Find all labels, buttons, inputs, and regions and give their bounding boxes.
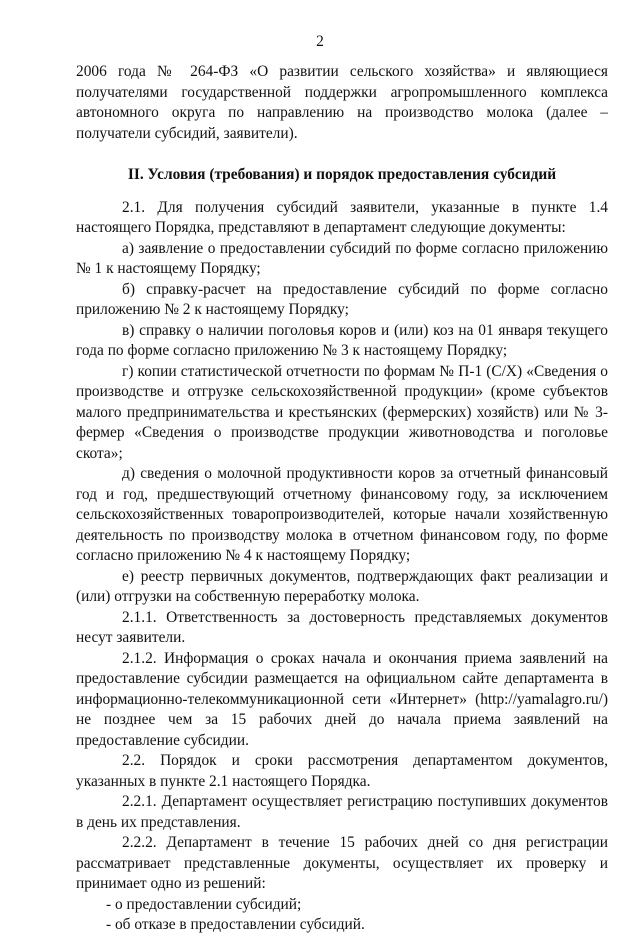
paragraph-2-2-1: 2.2.1. Департамент осуществляет регистрацию поступивших документов в день их представления.	[76, 793, 608, 831]
document-body	[76, 62, 608, 936]
item-g: г) копии статистической отчетности по формам № П-1 (С/Х) «Сведения о производстве и отгрузке сельскохозяйственной продукции» (кроме субъектов малого предпринимательства и крестьянских (фермерских) хозяйств) или № 3-фермер «Сведения о производстве продукции животноводства и поголовье скота»;	[76, 362, 608, 462]
item-e: е) реестр первичных документов, подтверждающих факт реализации и (или) отгрузки на собственную переработку молока.	[76, 567, 608, 605]
decision-refuse: - об отказе в предоставлении субсидий.	[106, 916, 365, 933]
item-b: б) справку-расчет на предоставление субсидий по форме согласно приложению № 2 к настоящему Порядку;	[76, 280, 608, 318]
decision-grant: - о предоставлении субсидий;	[106, 895, 302, 913]
paragraph-2-2-2: 2.2.2. Департамент в течение 15 рабочих дней со дня регистрации рассматривает представленные документы, осуществляет их проверку и принимает одно из решений:	[76, 834, 608, 892]
item-v: в) справку о наличии поголовья коров и (или) коз на 01 января текущего года по форме согласно приложению № 3 к настоящему Порядку;	[76, 321, 608, 359]
paragraph-2-1: 2.1. Для получения субсидий заявители, указанные в пункте 1.4 настоящего Порядка, представляют в департамент следующие документы:	[76, 198, 608, 236]
item-a: а) заявление о предоставлении субсидий по форме согласно приложению № 1 к настоящему Порядку;	[76, 239, 608, 277]
page-number: 2	[316, 33, 324, 50]
section-title: II. Условия (требования) и порядок предоставления субсидий	[127, 166, 557, 183]
intro-paragraph: 2006 года № 264-ФЗ «О развитии сельского хозяйства» и являющиеся получателями государственной поддержки агропромышленного комплекса автономного округа по направлению на производство молока (далее – получатели субсидий, заявители).	[76, 63, 608, 142]
paragraph-2-2: 2.2. Порядок и сроки рассмотрения департаментом документов, указанных в пункте 2.1 настоящего Порядка.	[76, 752, 608, 790]
item-d: д) сведения о молочной продуктивности коров за отчетный финансовый год и год, предшествующий отчетному финансовому году, за исключением сельскохозяйственных товаропроизводителей, которые начали хозяйственную деятельность по производству молока в отчетном финансовом году, по форме согласно приложению № 4 к настоящему Порядку;	[76, 465, 608, 564]
paragraph-2-1-1: 2.1.1. Ответственность за достоверность представляемых документов несут заявители.	[76, 608, 608, 646]
paragraph-2-1-2: 2.1.2. Информация о сроках начала и окончания приема заявлений на предоставление субсидии размещается на официальном сайте департамента в информационно-телекоммуникационной сети «Интернет» (http://yamalagro.ru/) не позднее чем за 15 рабочих дней до начала приема заявлений на предоставление субсидии.	[76, 649, 608, 749]
